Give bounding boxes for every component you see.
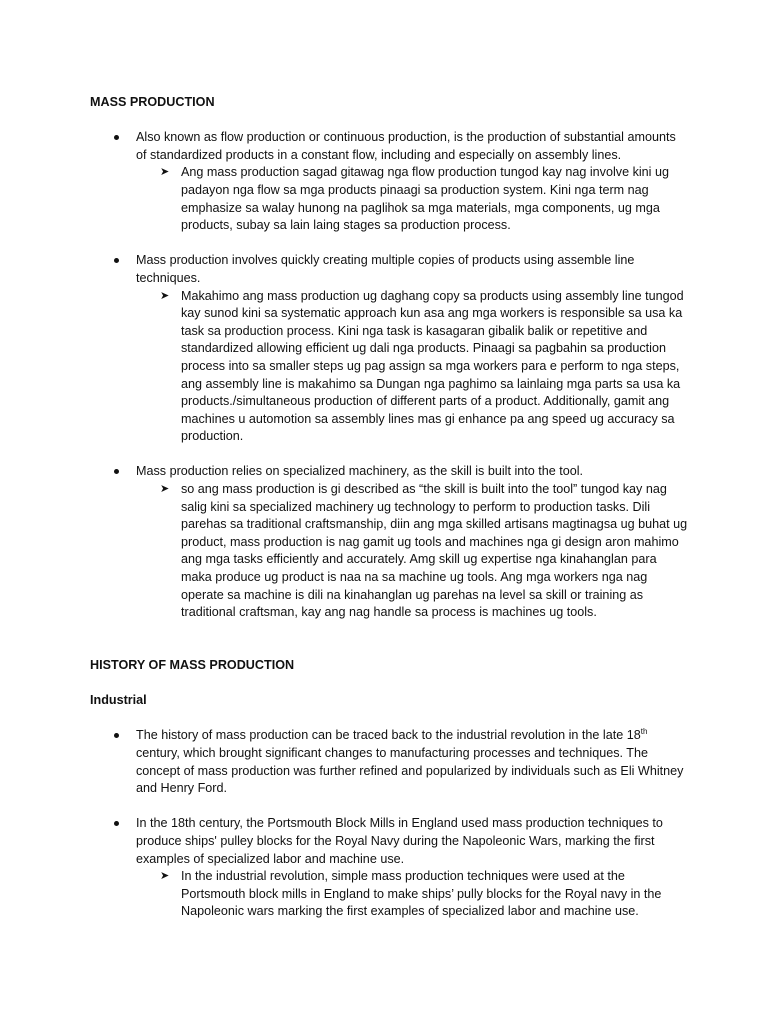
bullet-icon <box>114 469 119 474</box>
bullet-icon <box>114 733 119 738</box>
bullet-text: Also known as flow production or continuous production, is the production of substantial amounts of standardized products in a constant flow, including and especially on assembly lines. <box>136 130 676 162</box>
bullet-icon <box>114 135 119 140</box>
bullet-item <box>90 252 688 287</box>
subsection-heading-industrial: Industrial <box>90 693 147 708</box>
section-heading-history: HISTORY OF MASS PRODUCTION <box>90 658 295 672</box>
superscript-ordinal: th <box>640 727 648 737</box>
arrowhead-icon: ➤ <box>160 289 170 302</box>
bullet-item <box>90 727 688 797</box>
bullet-text-part1: The history of mass production can be traced back to the industrial revolution in the late 18 <box>136 728 641 743</box>
sub-bullet-text: In the industrial revolution, simple mass production techniques were used at the Portsmouth block mills in England to make ships’ pully blocks for the Royal navy in the Napoleonic wars marking the first examples of specialized labor and machine use. <box>181 869 662 919</box>
bullet-item <box>90 463 688 481</box>
sub-bullet-text: Ang mass production sagad gitawag nga flow production tungod kay nag involve kini ug padayon nga flow sa mga products pinaagi sa production system. Kini nga term nag emphasize sa walay hunong na paglihok sa mga materials, mga components, ug mga products, subay sa lain laing stages sa production process. <box>181 165 669 233</box>
bullet-item <box>90 129 688 164</box>
sub-bullet-item <box>90 288 688 446</box>
sub-bullet-item <box>90 164 688 234</box>
bullet-icon <box>114 258 119 263</box>
sub-bullet-item <box>90 868 688 921</box>
bullet-text-part2: century, which brought significant changes to manufacturing processes and techniques. The concept of mass production was further refined and popularized by individuals such as Eli Whitney and Henry Ford. <box>136 745 684 796</box>
bullet-item <box>90 815 688 868</box>
sub-bullet-item <box>90 481 688 622</box>
arrowhead-icon: ➤ <box>160 483 170 496</box>
bullet-icon <box>114 821 119 826</box>
bullet-text: Mass production involves quickly creating multiple copies of products using assemble line techniques. <box>136 253 635 285</box>
sub-bullet-text: so ang mass production is gi described as “the skill is built into the tool” tungod kay nag salig kini sa specialized machinery ug technology to perform to production tasks. Dili parehas sa traditional craftsmanship, diin ang mga skilled artisans magtinagsa ug buhat ug product, mass production is nag gamit ug tools and machines nga gi design aron mahimo ang mga tasks efficiently and accurately. Amg skill ug expertise nga kinahanglan para maka produce ug product is naa na sa machine ug tools. Ang mga workers nga nag operate sa machine is dili na kinahanglan ug parehas na level sa skill or training as traditional craftsman, kay ang nag handle sa process is machines ug tools. <box>181 482 688 620</box>
section-heading-mass-production: MASS PRODUCTION <box>90 95 215 109</box>
bullet-text: Mass production relies on specialized machinery, as the skill is built into the tool. <box>136 464 584 479</box>
sub-bullet-text: Makahimo ang mass production ug daghang copy sa products using assembly line tungod kay sunod kini sa systematic approach kun asa ang mga workers is responsible sa usa ka task sa production process. Kini nga task is kasagaran gibalik balik or repetitive and standardized allowing efficient ug dali nga products. Pinaagi sa pagbahin sa production process into sa smaller steps ug pag assign sa mga workers para e perform to nga steps, ang assembly line is makahimo sa Dungan nga paghimo sa lainlaing mga parts sa usa ka products./simultaneous production of different parts of a product. Additionally, gamit ang machines u automotion sa assembly lines mas gi enhance pa ang speed ug accuracy sa production. <box>181 288 684 444</box>
arrowhead-icon: ➤ <box>160 870 170 883</box>
bullet-text: In the 18th century, the Portsmouth Block Mills in England used mass production techniques to produce ships' pulley blocks for the Royal Navy during the Napoleonic Wars, marking the first examples of specialized labor and machine use. <box>136 816 663 866</box>
arrowhead-icon: ➤ <box>160 166 170 179</box>
